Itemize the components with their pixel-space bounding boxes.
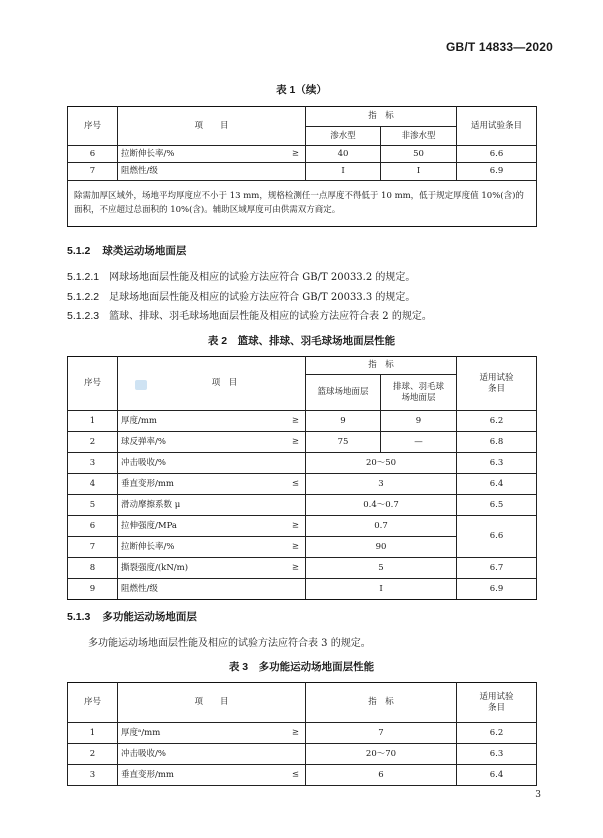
row-value: 0.4～0.7 <box>306 495 457 516</box>
page-number: 3 <box>535 790 541 800</box>
row-no: 3 <box>68 765 118 786</box>
table1-head-permeable: 渗水型 <box>306 127 381 146</box>
section-title: 球类运动场地面层 <box>102 245 187 257</box>
table1-head-seq: 序号 <box>68 107 118 146</box>
row-no: 9 <box>68 579 118 600</box>
row-value-other: — <box>381 432 457 453</box>
clause-text: 网球场地面层性能及相应的试验方法应符合 GB/T 20033.2 的规定。 <box>109 272 416 283</box>
table2-head-item: 项 目 <box>118 357 306 411</box>
row-value: 6 <box>306 765 457 786</box>
row-value: 20～50 <box>306 453 457 474</box>
table1-head-clause: 适用试验条目 <box>457 107 537 146</box>
stamp-mark <box>135 380 147 390</box>
table2-head-basketball: 篮球场地面层 <box>306 375 381 411</box>
row-value-basketball: 9 <box>306 411 381 432</box>
row-value: 20～70 <box>306 744 457 765</box>
clause-text: 篮球、排球、羽毛球场地面层性能及相应的试验方法应符合表 2 的规定。 <box>109 311 432 322</box>
row-item: 拉断伸长率/% ≥ <box>118 537 306 558</box>
row-value-nonpermeable: Ⅰ <box>381 163 457 181</box>
row-no: 7 <box>68 163 118 181</box>
row-item <box>118 163 306 181</box>
row-item: 厚度ᵃ/mm ≥ <box>118 723 306 744</box>
table1-head-nonpermeable: 非渗水型 <box>381 127 457 146</box>
row-clause: 6.2 <box>457 411 537 432</box>
row-item: 球反弹率/% ≥ <box>118 432 306 453</box>
row-no: 1 <box>68 411 118 432</box>
row-value: 5 <box>306 558 457 579</box>
table3-head-clause: 适用试验 条目 <box>457 683 537 723</box>
clause-number: 5.1.2.1 <box>67 271 100 283</box>
table-row <box>68 558 537 579</box>
row-value-basketball: 75 <box>306 432 381 453</box>
row-clause: 6.2 <box>457 723 537 744</box>
row-item: 冲击吸收/% <box>118 744 306 765</box>
row-no: 2 <box>68 432 118 453</box>
row-clause: 6.7 <box>457 558 537 579</box>
table2-head-seq: 序号 <box>68 357 118 411</box>
table3-caption: 表 3 多功能运动场地面层性能 <box>228 661 375 673</box>
table-row <box>68 163 537 181</box>
comparison-symbol: ≥ <box>291 148 299 159</box>
row-clause: 6.4 <box>457 765 537 786</box>
table2-head-indicator: 指 标 <box>306 357 457 375</box>
item-label: 拉断伸长率/% <box>121 148 175 159</box>
standard-number: GB/T 14833—2020 <box>445 40 553 54</box>
row-value-nonpermeable: 50 <box>381 146 457 163</box>
table2-caption: 表 2 篮球、排球、羽毛球场地面层性能 <box>207 335 396 347</box>
table-row <box>68 579 537 600</box>
row-item: 垂直变形/mm ≤ <box>118 765 306 786</box>
table-row <box>68 723 537 744</box>
row-no: 8 <box>68 558 118 579</box>
row-item: 滑动摩擦系数 μ <box>118 495 306 516</box>
row-value-permeable: Ⅰ <box>306 163 381 181</box>
table2-head-clause: 适用试验 条目 <box>457 357 537 411</box>
table2 <box>67 356 537 600</box>
row-no: 1 <box>68 723 118 744</box>
table-row <box>68 474 537 495</box>
row-no: 7 <box>68 537 118 558</box>
clause-number: 5.1.2.2 <box>67 291 100 303</box>
clause-text: 足球场地面层性能及相应的试验方法应符合 GB/T 20033.3 的规定。 <box>109 292 416 303</box>
table-row <box>68 765 537 786</box>
row-no: 3 <box>68 453 118 474</box>
row-item: 冲击吸收/% <box>118 453 306 474</box>
section-number: 5.1.2 <box>67 245 91 257</box>
table1 <box>67 106 537 227</box>
row-value-permeable: 40 <box>306 146 381 163</box>
table1-note: 除需加厚区域外，场地平均厚度应不小于 13 mm，规格检测任一点厚度不得低于 10 mm，低于规定厚度值 10%(含)的面积，不应超过总面积的 10%(含)。辅助区域厚度可由供需双方商定。 <box>68 181 537 227</box>
table-row <box>68 516 537 537</box>
row-clause: 6.3 <box>457 453 537 474</box>
row-clause: 6.6 <box>457 146 537 163</box>
section-number: 5.1.3 <box>67 611 91 623</box>
clause-5-1-2-2 <box>67 288 415 303</box>
row-clause: 6.3 <box>457 744 537 765</box>
row-item <box>118 146 306 163</box>
row-value: 0.7 <box>306 516 457 537</box>
section-5-1-3-heading <box>67 609 197 624</box>
table2-head-volleyball-badminton: 排球、羽毛球 场地面层 <box>381 375 457 411</box>
item-label: 阻燃性/级 <box>121 166 158 177</box>
table-row <box>68 432 537 453</box>
row-item: 厚度/mm ≥ <box>118 411 306 432</box>
row-no: 2 <box>68 744 118 765</box>
row-value-other: 9 <box>381 411 457 432</box>
row-item: 拉伸强度/MPa ≥ <box>118 516 306 537</box>
row-value: 90 <box>306 537 457 558</box>
row-clause: 6.5 <box>457 495 537 516</box>
row-item: 垂直变形/mm ≤ <box>118 474 306 495</box>
row-clause: 6.9 <box>457 163 537 181</box>
row-no: 4 <box>68 474 118 495</box>
row-clause: 6.4 <box>457 474 537 495</box>
table-row <box>68 495 537 516</box>
table3-head-item: 项 目 <box>118 683 306 723</box>
table-row <box>68 146 537 163</box>
row-item: 阻燃性/级 <box>118 579 306 600</box>
row-value: 3 <box>306 474 457 495</box>
table-row <box>68 411 537 432</box>
row-clause: 6.6 <box>457 516 537 558</box>
section-5-1-3-text: 多功能运动场地面层性能及相应的试验方法应符合表 3 的规定。 <box>88 638 371 649</box>
row-no: 6 <box>68 146 118 163</box>
row-value: Ⅰ <box>306 579 457 600</box>
table3-head-seq: 序号 <box>68 683 118 723</box>
clause-5-1-2-1 <box>67 268 415 283</box>
table1-caption: 表 1（续） <box>276 84 327 96</box>
table1-head-item: 项 目 <box>118 107 306 146</box>
table3 <box>67 682 537 786</box>
row-clause: 6.8 <box>457 432 537 453</box>
clause-5-1-2-3 <box>67 307 432 322</box>
row-clause: 6.9 <box>457 579 537 600</box>
row-no: 5 <box>68 495 118 516</box>
row-no: 6 <box>68 516 118 537</box>
section-5-1-2-heading <box>67 243 186 258</box>
table-row <box>68 744 537 765</box>
table-row <box>68 453 537 474</box>
row-item: 撕裂强度/(kN/m) ≥ <box>118 558 306 579</box>
clause-number: 5.1.2.3 <box>67 310 100 322</box>
table1-head-indicator: 指 标 <box>306 107 457 127</box>
table3-head-indicator: 指 标 <box>306 683 457 723</box>
section-title: 多功能运动场地面层 <box>102 611 197 623</box>
row-value: 7 <box>306 723 457 744</box>
